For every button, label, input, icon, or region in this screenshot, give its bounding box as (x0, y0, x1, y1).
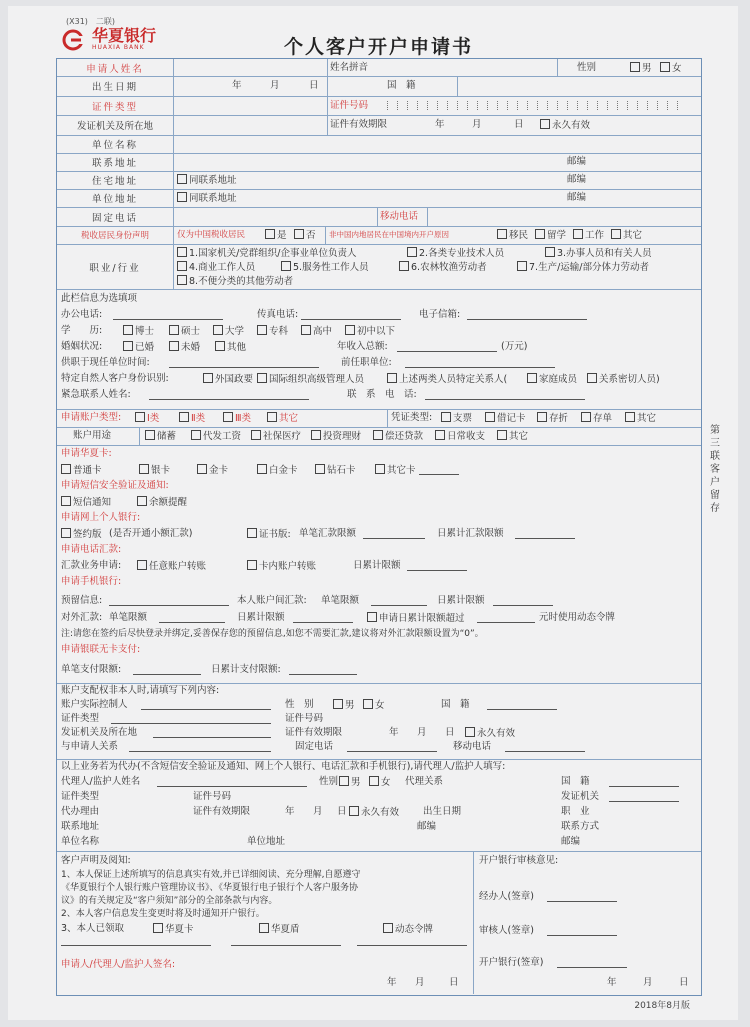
optional-note: 此栏信息为选填项 (61, 293, 138, 304)
marital-unmarried[interactable]: 未婚 (169, 341, 200, 354)
work-address-label: 单位地址 (57, 189, 174, 207)
postcode-label: 邮编 (567, 156, 587, 167)
voucher-passbook[interactable]: 支票 (441, 412, 472, 425)
controller-note: 账户支配权非本人时,请填写下列内容: (61, 685, 220, 696)
account-type-label: 申请账户类型: (61, 412, 122, 423)
agent-reason-label: 代办理由 (61, 806, 100, 817)
security-note: 注:请您在签约后尽快登录并绑定,妥善保存您的预留信息,如您不需要汇款,建议将对外汇款限额设置为“0”。 (61, 629, 484, 639)
row-birth-date (57, 76, 701, 97)
row-occupation (57, 244, 701, 290)
sign-month: 月 (415, 977, 425, 988)
applicant-name-label: 申请人姓名 (57, 59, 174, 76)
special-identity-label: 特定自然人客户身份识别: (61, 373, 169, 384)
daily-cum-label: 日累计限额 (353, 560, 401, 571)
ebank-apply-label: 申请网上个人银行: (61, 512, 141, 523)
ebank-cert-option[interactable]: 证书版: (247, 528, 291, 541)
edition-label: 2018年8月版 (634, 1001, 690, 1011)
card-other[interactable]: 其它卡 (375, 464, 416, 477)
handler-sign-label: 经办人(签章) (479, 891, 534, 902)
received-label: 3、本人已领取 (61, 923, 125, 934)
validity-year: 年 (435, 119, 445, 130)
gender-label: 性别 (577, 62, 597, 73)
bank-review-label: 开户银行审核意见: (479, 855, 559, 866)
china-only-label: 仅为中国税收居民 (177, 230, 246, 240)
agent-permanent-option[interactable]: 永久有效 (349, 806, 399, 819)
agent-nationality-label: 国 籍 (561, 776, 590, 787)
purpose-other[interactable]: 其它 (497, 430, 528, 443)
controller-validity-day: 日 (445, 727, 455, 738)
own-transfer-label: 本人账户间汇款: (237, 595, 307, 606)
card-apply-label: 申请华夏卡: (61, 448, 112, 459)
controller-mobile-label: 移动电话 (453, 741, 492, 752)
agent-work-address-label: 单位地址 (247, 836, 286, 847)
row-account-type (57, 409, 701, 428)
received-token-option[interactable]: 动态令牌 (383, 923, 433, 936)
remit-apply-label: 汇款业务申请: (61, 560, 122, 571)
voucher-debit[interactable]: 借记卡 (485, 412, 526, 425)
daily-cum2-label: 日累计限额 (437, 595, 485, 606)
declaration-section (57, 851, 701, 994)
controller-section (57, 683, 701, 760)
agent-section (57, 759, 701, 852)
home-postcode-label: 邮编 (567, 174, 587, 185)
agent-contact-method-label: 联系方式 (561, 821, 600, 832)
validity-month: 月 (472, 119, 482, 130)
edu-doctor[interactable]: 博士 (123, 325, 154, 338)
account-other[interactable]: 其它 (267, 412, 298, 425)
occupation-option[interactable]: 2.各类专业技术人员 (407, 247, 504, 260)
occupation-option[interactable]: 7.生产/运输/部分体力劳动者 (517, 261, 649, 274)
controller-relation-label: 与申请人关系 (61, 741, 119, 752)
bank-day: 日 (679, 977, 689, 988)
edu-master[interactable]: 硕士 (169, 325, 200, 338)
validity-day: 日 (514, 119, 524, 130)
account-class3[interactable]: Ⅲ类 (223, 412, 251, 425)
optional-info-section (57, 289, 701, 410)
non-resident-label: 非中国内地居民在中国境内开户原因 (329, 230, 449, 239)
id-type-label: 证件类型 (57, 96, 174, 115)
bank-year: 年 (607, 977, 617, 988)
name-pinyin-label: 姓名拼音 (330, 62, 369, 73)
agent-issuer-label: 发证机关 (561, 791, 600, 802)
foreign-politician-option[interactable]: 外国政要 (203, 373, 253, 386)
birth-date-label: 出生日期 (57, 76, 174, 96)
declaration-line: 议》的有关规定及“客户须知”部分的全部条款与内容。 (61, 896, 278, 906)
agent-validity-label: 证件有效期限 (193, 806, 251, 817)
balance-alert-option[interactable]: 余额提醒 (137, 496, 187, 509)
migrant-option[interactable]: 移民 (497, 229, 528, 242)
services-section (57, 445, 701, 684)
agent-postcode-label: 邮编 (417, 821, 437, 832)
birth-year: 年 (232, 80, 242, 91)
declaration-line: 2、本人客户信息发生变更时将及时通知开户银行。 (61, 909, 265, 919)
any-account-option[interactable]: 任意账户转账 (137, 560, 206, 573)
gender-male-option[interactable]: 男 (630, 62, 652, 75)
daily-limit-label: 日累计汇款限额 (437, 528, 504, 539)
form-code: (X31) 二联) (66, 17, 116, 26)
purpose-payroll[interactable]: 代发工资 (191, 430, 241, 443)
income-unit: (万元) (501, 341, 528, 352)
agent-id-number-label: 证件号码 (193, 791, 232, 802)
prev-employer-label: 前任职单位: (341, 357, 392, 368)
bank-name-en: HUAXIA BANK (92, 44, 145, 51)
controller-landline-label: 固定电话 (295, 741, 334, 752)
home-same-option[interactable]: 同联系地址 (177, 174, 237, 187)
agent-relation-label: 代理关系 (405, 776, 444, 787)
work-option[interactable]: 工作 (573, 229, 604, 242)
controller-validity-month: 月 (417, 727, 427, 738)
bank-sign-label: 开户银行(签章) (479, 957, 544, 968)
card-gold[interactable]: 金卡 (197, 464, 228, 477)
received-shield-option[interactable]: 华夏盾 (259, 923, 300, 936)
occupation-option[interactable]: 4.商业工作人员 (177, 261, 255, 274)
row-work-address (57, 189, 701, 208)
card-ordinary[interactable]: 普通卡 (61, 464, 102, 477)
email-label: 电子信箱: (419, 309, 461, 320)
tax-no-option[interactable]: 否 (294, 229, 316, 242)
contact-address-label: 联系地址 (57, 153, 174, 171)
mobile-label: 移动电话 (380, 211, 419, 222)
related-special-option[interactable]: 上述两类人员特定关系人( (387, 373, 507, 386)
agent-contact-address-label: 联系地址 (61, 821, 100, 832)
received-card-option[interactable]: 华夏卡 (153, 923, 194, 936)
agent-occupation-label: 职 业 (561, 806, 590, 817)
card-diamond[interactable]: 钻石卡 (315, 464, 356, 477)
occupation-option[interactable]: 3.办事人员和有关人员 (545, 247, 652, 260)
card-silver[interactable]: 银卡 (139, 464, 170, 477)
bank-month: 月 (643, 977, 653, 988)
edu-college[interactable]: 专科 (257, 325, 288, 338)
agent-validity-day: 日 (337, 806, 347, 817)
actual-controller-label: 账户实际控制人 (61, 699, 128, 710)
edu-bachelor[interactable]: 大学 (213, 325, 244, 338)
controller-validity-year: 年 (389, 727, 399, 738)
birth-day: 日 (309, 80, 319, 91)
purpose-daily[interactable]: 日常收支 (435, 430, 485, 443)
purpose-social[interactable]: 社保医疗 (251, 430, 301, 443)
purpose-label: 账户用途 (73, 430, 112, 441)
account-class1[interactable]: Ⅰ类 (135, 412, 159, 425)
gender-female-option[interactable]: 女 (660, 62, 682, 75)
permanent-option[interactable]: 永久有效 (540, 119, 590, 132)
controller-id-number-label: 证件号码 (285, 713, 324, 724)
account-class2[interactable]: Ⅱ类 (179, 412, 205, 425)
single-limit-label: 单笔汇款限额 (299, 528, 357, 539)
emergency-name-label: 紧急联系人姓名: (61, 389, 131, 400)
issuer-label: 发证机关及所在地 (57, 115, 174, 135)
birth-month: 月 (270, 80, 280, 91)
single-pay-label: 单笔支付限额: (61, 664, 122, 675)
controller-validity-label: 证件有效期限 (285, 727, 343, 738)
intl-org-option[interactable]: 国际组织高级管理人员 (257, 373, 364, 386)
years-current-label: 供职于现任单位时间: (61, 357, 150, 368)
exceed-apply-option[interactable]: 申请日累计限额超过 (367, 612, 465, 625)
daily-pay-label: 日累计支付限额: (211, 664, 281, 675)
occupation-option[interactable]: 1.国家机关/党群组织/企事业单位负责人 (177, 247, 356, 260)
voucher-other[interactable]: 其它 (625, 412, 656, 425)
family-option[interactable]: 家庭成员 (527, 373, 577, 386)
row-id (57, 96, 701, 116)
id-validity-label: 证件有效期限 (330, 119, 388, 130)
tax-yes-option[interactable]: 是 (265, 229, 287, 242)
marital-label: 婚姻状况: (61, 341, 103, 352)
study-option[interactable]: 留学 (535, 229, 566, 242)
dynamic-token-note: 元时使用动态令牌 (539, 612, 616, 623)
declaration-line: 1、本人保证上述所填写的信息真实有效,并已详细阅读、充分理解,自愿遵守 (61, 870, 361, 880)
marital-other[interactable]: 其他 (215, 341, 246, 354)
close-assoc-option[interactable]: 关系密切人员) (587, 373, 660, 386)
card-internal-option[interactable]: 卡内账户转账 (247, 560, 316, 573)
row-applicant-name (57, 59, 701, 77)
agent-employer-label: 单位名称 (61, 836, 100, 847)
work-same-option[interactable]: 同联系地址 (177, 192, 237, 205)
controller-id-type-label: 证件类型 (61, 713, 100, 724)
home-address-label: 住宅地址 (57, 171, 174, 189)
reserved-info-label: 预留信息: (61, 595, 103, 606)
reviewer-sign-label: 审核人(签章) (479, 925, 534, 936)
agent-male-option[interactable]: 男 (339, 776, 361, 789)
agent-note: 以上业务若为代办(不含短信安全验证及通知、网上个人银行、电话汇款和手机银行),请代理人/监护人填写: (61, 761, 506, 772)
office-phone-label: 办公电话: (61, 309, 103, 320)
voucher-deposit-slip[interactable]: 存折 (537, 412, 568, 425)
row-phone (57, 207, 701, 227)
education-label: 学 历: (61, 325, 103, 336)
occupation-option[interactable]: 5.服务性工作人员 (281, 261, 369, 274)
row-purpose (57, 427, 701, 446)
controller-gender-label: 性 别 (285, 699, 314, 710)
agent-female-option[interactable]: 女 (369, 776, 391, 789)
purpose-saving[interactable]: 储蓄 (145, 430, 176, 443)
daily-cum3-label: 日累计限额 (237, 612, 285, 623)
occupation-option[interactable]: 6.农林牧渔劳动者 (399, 261, 487, 274)
row-employer (57, 135, 701, 154)
occupation-option[interactable]: 8.不便分类的其他劳动者 (177, 275, 293, 288)
controller-permanent-option[interactable]: 永久有效 (465, 727, 515, 740)
bank-name: 华夏银行 (92, 26, 157, 45)
row-home-address (57, 171, 701, 190)
controller-nationality-label: 国 籍 (441, 699, 470, 710)
ebank-note: (是否开通小额汇款) (109, 528, 193, 539)
voucher-type-label: 凭证类型: (391, 412, 433, 423)
controller-male-option[interactable]: 男 (333, 699, 355, 712)
sms-notice-option[interactable]: 短信通知 (61, 496, 111, 509)
agent-validity-year: 年 (285, 806, 295, 817)
fax-label: 传真电话: (257, 309, 299, 320)
tax-status-label: 税收居民身份声明 (57, 226, 174, 244)
nationality-label: 国 籍 (387, 80, 416, 91)
declaration-line: 《华夏银行个人银行账户管理协议书》、《华夏银行电子银行个人客户服务协 (61, 883, 359, 893)
purpose-invest[interactable]: 投资理财 (311, 430, 361, 443)
agent-name-label: 代理人/监护人姓名 (61, 776, 141, 787)
marital-married[interactable]: 已婚 (123, 341, 154, 354)
agent-postcode2-label: 邮编 (561, 836, 581, 847)
occupation-label: 职业/行业 (57, 244, 174, 289)
declaration-title: 客户声明及阅知: (61, 855, 131, 866)
row-issuer (57, 115, 701, 136)
agent-gender-label: 性别 (319, 776, 339, 787)
agent-birth-label: 出生日期 (423, 806, 462, 817)
sign-day: 日 (449, 977, 459, 988)
voucher-deposit-cert[interactable]: 存单 (581, 412, 612, 425)
emergency-phone-label: 联 系 电 话: (347, 389, 417, 400)
bank-logo (62, 28, 156, 51)
mobile-bank-label: 申请手机银行: (61, 576, 122, 587)
row-contact-address (57, 153, 701, 172)
row-tax (57, 226, 701, 245)
single-limit2-label: 单笔限额 (321, 595, 360, 606)
ebank-sign-option[interactable]: 签约版 (61, 528, 102, 541)
landline-label: 固定电话 (57, 207, 174, 226)
applicant-sign-label: 申请人/代理人/监护人签名: (61, 959, 176, 970)
income-label: 年收入总额: (337, 341, 388, 352)
huaxia-logo-icon (62, 29, 88, 51)
copy-label: 第三联 客户留存 (710, 425, 730, 514)
single-limit3-label: 单笔限额 (109, 612, 148, 623)
edu-highschool[interactable]: 高中 (301, 325, 332, 338)
agent-id-type-label: 证件类型 (61, 791, 100, 802)
phone-transfer-label: 申请电话汇款: (61, 544, 122, 555)
controller-issuer-label: 发证机关及所在地 (61, 727, 138, 738)
application-form-sheet (8, 6, 738, 1020)
edu-junior[interactable]: 初中以下 (345, 325, 395, 338)
id-number-label: 证件号码 (330, 100, 369, 111)
form-table (56, 58, 702, 996)
purpose-loan[interactable]: 偿还贷款 (373, 430, 423, 443)
ext-transfer-label: 对外汇款: (61, 612, 103, 623)
sms-apply-label: 申请短信安全验证及通知: (61, 480, 169, 491)
controller-female-option[interactable]: 女 (363, 699, 385, 712)
other-option[interactable]: 其它 (611, 229, 642, 242)
agent-validity-month: 月 (313, 806, 323, 817)
employer-label: 单位名称 (57, 135, 174, 153)
work-postcode-label: 邮编 (567, 192, 587, 203)
sign-year: 年 (387, 977, 397, 988)
page-title: 个人客户开户申请书 (284, 36, 474, 58)
cardless-label: 申请银联无卡支付: (61, 644, 141, 655)
card-platinum[interactable]: 白金卡 (257, 464, 298, 477)
